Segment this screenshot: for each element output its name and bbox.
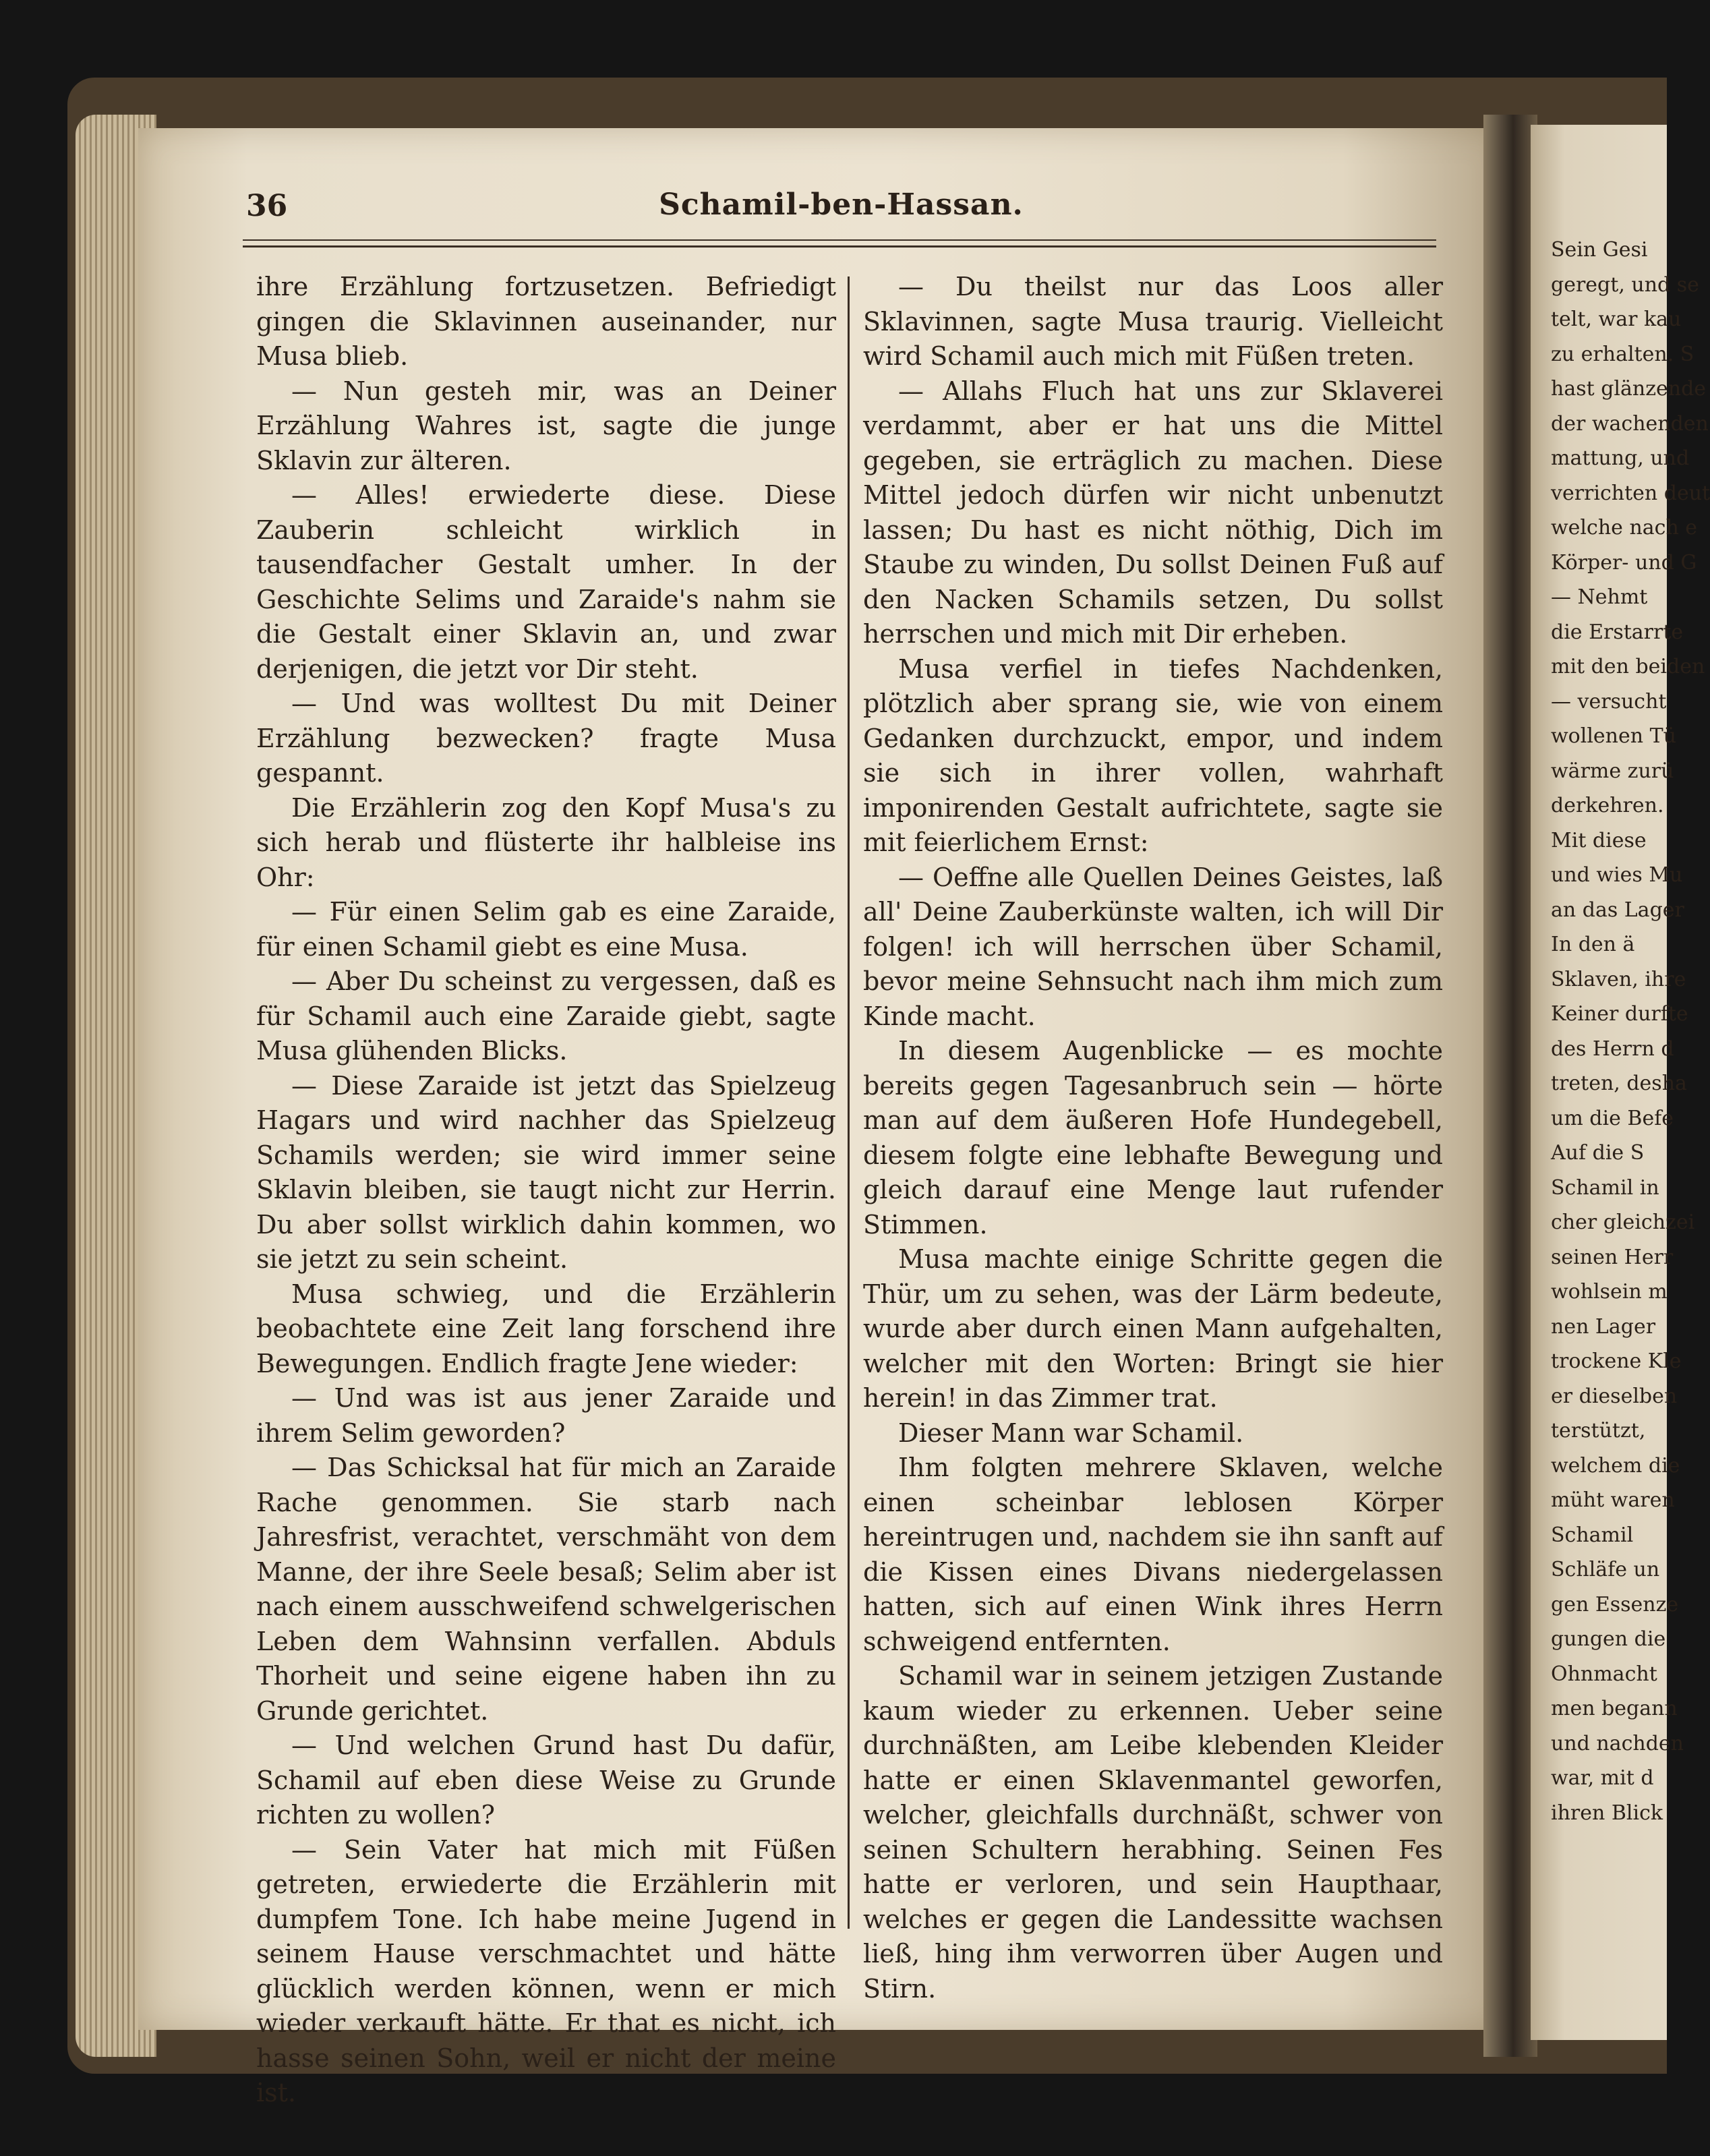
paragraph: Schamil war in seinem jetzigen Zustande kaum wieder zu erkennen. Ueber seine durchnäßten, am Leibe klebenden Kleider hatte er einen Sklavenmantel geworfen, welcher, gleichfalls durchnäßt, schwer von seinen Schultern herabhing. Seinen Fes hatte er verloren, und sein Haupthaar, welches er gegen die Landessitte wachsen ließ, hing ihm verworren über Augen und Stirn. xyxy=(863,1661,1443,2004)
fragment-line: um die Befe xyxy=(1551,1106,1674,1130)
fragment-line: gungen die xyxy=(1551,1627,1666,1651)
page-header xyxy=(246,182,1436,236)
paragraph: — Oeffne alle Quellen Deines Geistes, laß all' Deine Zauberkünste walten, ich will Dir folgen! ich will herrschen über Schamil, bevor meine Sehnsucht nach ihm mich zum Kinde macht. xyxy=(863,862,1443,1031)
fragment-line: telt, war kau xyxy=(1551,308,1682,331)
fragment-line: men begann xyxy=(1551,1697,1678,1720)
fragment-line: war, mit d xyxy=(1551,1766,1654,1790)
fragment-line: In den ä xyxy=(1551,933,1635,956)
fragment-line: mit den beiden xyxy=(1551,655,1705,678)
fragment-line: — versucht xyxy=(1551,689,1667,713)
fragment-line: Körper- und G xyxy=(1551,550,1697,575)
paragraph: Musa machte einige Schritte gegen die Thür, um zu sehen, was der Lärm bedeute, wurde aber durch einen Mann aufgehalten, welcher mit den Worten: Bringt sie hier herein! in das Zimmer trat. xyxy=(863,1244,1443,1413)
right-column xyxy=(863,270,1443,2004)
fragment-line: trockene Kle xyxy=(1551,1349,1682,1373)
paragraph: — Das Schicksal hat für mich an Zaraide Rache genommen. Sie starb nach Jahresfrist, verachtet, verschmäht von dem Manne, der ihre Seele besaß; Selim aber ist nach einem ausschweifend schwelgerischen Leben dem Wahnsinn verfallen. Abduls Thorheit und seine eigene haben ihn zu Grunde gerichtet. xyxy=(256,1453,836,1726)
paragraph: Dieser Mann war Schamil. xyxy=(898,1418,1244,1448)
fragment-line: Schläfe un xyxy=(1551,1558,1660,1581)
fragment-line: und wies Mu xyxy=(1551,863,1683,887)
fragment-line: welchem die xyxy=(1551,1453,1680,1478)
fragment-line: wärme zurü xyxy=(1551,759,1674,783)
paragraph: — Für einen Selim gab es eine Zaraide, für einen Schamil giebt es eine Musa. xyxy=(256,897,836,962)
paragraph: ihre Erzählung fortzusetzen. Befriedigt gingen die Sklavinnen auseinander, nur Musa blieb. xyxy=(256,272,836,371)
fragment-line: gen Essenze xyxy=(1551,1592,1679,1616)
paragraph: — Alles! erwiederte diese. Diese Zauberin schleicht wirklich in tausendfacher Gestalt umher. In der Geschichte Selims und Zaraide's nahm sie die Gestalt einer Sklavin an, und zwar derjenigen, die jetzt vor Dir steht. xyxy=(256,480,836,684)
fragment-line: ihren Blick xyxy=(1551,1801,1663,1825)
fragment-line: müht waren xyxy=(1551,1488,1675,1512)
fragment-line: seinen Herr xyxy=(1551,1245,1674,1269)
fragment-line: Keiner durfte xyxy=(1551,1002,1688,1026)
fragment-line: Sklaven, ihre xyxy=(1551,967,1686,991)
fragment-line: Schamil in xyxy=(1551,1175,1659,1200)
paragraph: — Sein Vater hat mich mit Füßen getreten, erwiederte die Erzählerin mit dumpfem Tone. Ich habe meine Jugend in seinem Hause verschmachtet und hätte glücklich werden können, wenn er mich wieder verkauft hätte. Er that es nicht, ich hasse seinen Sohn, weil er nicht der meine ist. xyxy=(256,1834,836,2107)
fragment-line: verrichten deut xyxy=(1551,481,1710,505)
fragment-line: treten, desha xyxy=(1551,1072,1687,1095)
paragraph: Musa verfiel in tiefes Nachdenken, plötzlich aber sprang sie, wie von einem Gedanken durchzuckt, empor, und indem sie sich in ihrer vollen, wahrhaft imponirenden Gestalt aufrichtete, sagte sie mit feierlichem Ernst: xyxy=(863,653,1443,857)
fragment-line: terstützt, xyxy=(1551,1419,1646,1443)
fragment-line: welche nach e xyxy=(1551,516,1698,540)
header-rule-double xyxy=(243,245,1436,247)
paragraph: — Nun gesteh mir, was an Deiner Erzählung Wahres ist, sagte die junge Sklavin zur älteren. xyxy=(256,376,836,475)
fragment-line: hast glänzende xyxy=(1551,377,1707,401)
fragment-line: er dieselben xyxy=(1551,1384,1678,1408)
fragment-line: Ohnmacht xyxy=(1551,1662,1657,1686)
fragment-line: mattung, und xyxy=(1551,446,1690,470)
fragment-line: Sein Gesi xyxy=(1551,238,1648,262)
paragraph: — Und welchen Grund hast Du dafür, Schamil auf eben diese Weise zu Grunde richten zu wollen? xyxy=(256,1730,836,1830)
paragraph: — Diese Zaraide ist jetzt das Spielzeug Hagars und wird nachher das Spielzeug Schamils werden; sie wird immer seine Sklavin bleiben, sie taugt nicht zur Herrin. Du aber sollst wirklich dahin kommen, wo sie jetzt zu sein scheint. xyxy=(256,1070,836,1274)
fragment-line: wohlsein m xyxy=(1551,1280,1668,1304)
fragment-line: Mit diese xyxy=(1551,828,1647,852)
fragment-line: des Herrn d xyxy=(1551,1037,1674,1061)
book-gutter xyxy=(1483,115,1537,2057)
fragment-line: Schamil xyxy=(1551,1523,1634,1547)
paragraph: — Und was ist aus jener Zaraide und ihrem Selim geworden? xyxy=(256,1383,836,1448)
fragment-line: der wachenden xyxy=(1551,411,1709,436)
paragraph: Ihm folgten mehrere Sklaven, welche einen scheinbar leblosen Körper hereintrugen und, nachdem sie ihn sanft auf die Kissen eines Divans niedergelassen hatten, sich auf einen Wink ihres Herrn schweigend entfernten. xyxy=(863,1453,1443,1656)
paragraph: Musa schwieg, und die Erzählerin beobachtete eine Zeit lang forschend ihre Bewegungen. Endlich fragte Jene wieder: xyxy=(256,1279,836,1378)
paragraph: — Du theilst nur das Loos aller Sklavinnen, sagte Musa traurig. Vielleicht wird Schamil auch mich mit Füßen treten. xyxy=(863,272,1443,371)
fragment-line: derkehren. xyxy=(1551,794,1664,817)
next-page-fragments xyxy=(1551,233,1710,1830)
fragment-line: zu erhalten. S xyxy=(1551,342,1694,366)
fragment-line: nen Lager xyxy=(1551,1314,1656,1339)
paragraph: — Aber Du scheinst zu vergessen, daß es für Schamil auch eine Zaraide giebt, sagte Musa glühenden Blicks. xyxy=(256,966,836,1066)
header-rule xyxy=(243,239,1436,241)
fragment-line: Auf die S xyxy=(1551,1141,1645,1165)
paragraph: — Allahs Fluch hat uns zur Sklaverei verdammt, aber er hat uns die Mittel gegeben, sie erträglich zu machen. Diese Mittel jedoch dürfen wir nicht unbenutzt lassen; Du hast es nicht nöthig, Dich im Staube zu winden, Du sollst Deinen Fuß auf den Nacken Schamils setzen, Du sollst herrschen und mich mit Dir erheben. xyxy=(863,376,1443,649)
left-column xyxy=(256,270,836,2107)
fragment-line: die Erstarrte xyxy=(1551,620,1684,644)
fragment-line: und nachden xyxy=(1551,1731,1684,1755)
fragment-line: wollenen Tü xyxy=(1551,724,1676,748)
paragraph: Die Erzählerin zog den Kopf Musa's zu sich herab und flüsterte ihr halbleise ins Ohr: xyxy=(256,792,836,892)
running-title: Schamil-ben-Hassan. xyxy=(659,187,1024,222)
page-number: 36 xyxy=(246,189,288,223)
paragraph: In diesem Augenblicke — es mochte bereits gegen Tagesanbruch sein — hörte man auf dem äußeren Hofe Hundegebell, diesem folgte eine lebhafte Bewegung und gleich darauf eine Menge laut rufender Stimmen. xyxy=(863,1036,1443,1240)
fragment-line: cher gleichzei xyxy=(1551,1211,1695,1234)
fragment-line: — Nehmt xyxy=(1551,585,1648,609)
paragraph: — Und was wolltest Du mit Deiner Erzählung bezwecken? fragte Musa gespannt. xyxy=(256,689,836,788)
fragment-line: an das Lager xyxy=(1551,898,1684,922)
fragment-line: geregt, und se xyxy=(1551,272,1699,297)
column-divider xyxy=(848,276,850,1929)
